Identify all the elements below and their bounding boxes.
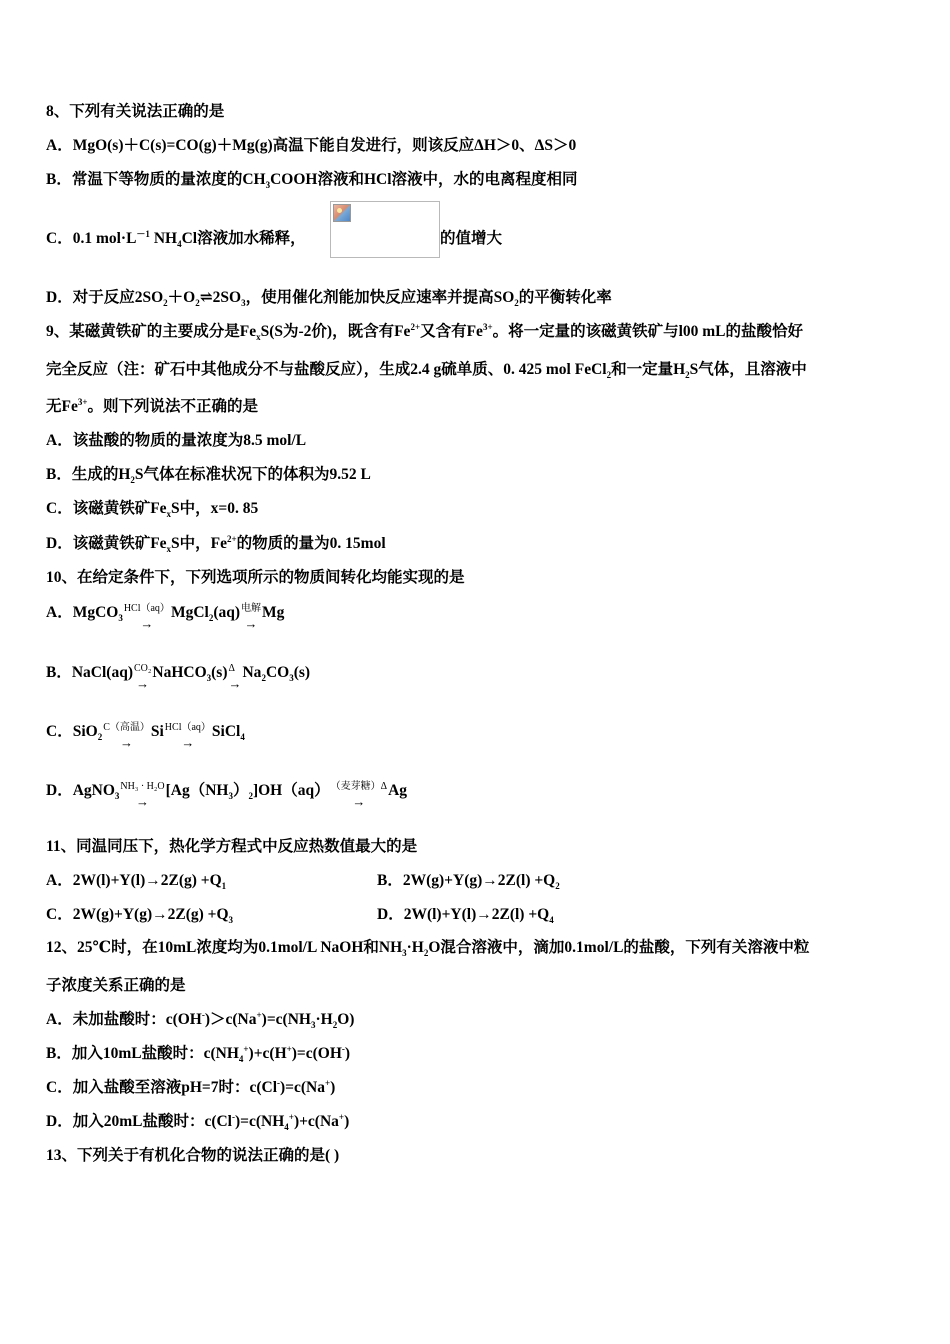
q9-stem-line1: 9、某磁黄铁矿的主要成分是$Fe_xS(S$为-2价)，既含有$Fe^{2+}$又含有$Fe^{3+}$。将一定量的该磁黄铁矿与l00 mL的盐酸恰好 (46, 321, 804, 343)
reaction-arrow: （麦芽糖）Δ → (330, 781, 388, 809)
q11-option-d: D．$2W(l)+Y(l)\to 2Z(l) +Q_4$ (377, 906, 554, 926)
q9-option-c: C．该磁黄铁矿$Fe_xS$中，x=0. 85 (46, 500, 259, 520)
q10-option-a: A．MgCO$_3$ HCl（aq） → MgCl$_2$(aq) 电解 → Mg (46, 603, 285, 631)
q11-option-c: C．$2W(g)+Y(g)\to 2Z(g) +Q_3$ (46, 906, 234, 926)
q11-option-a: A．$2W(l)+Y(l)\to 2Z(g) +Q_1$ (46, 872, 227, 892)
q12-option-c: C．加入盐酸至溶液pH=7时：c(Cl-)=c(Na+) (46, 1077, 336, 1096)
reaction-arrow: HCl（aq） → (123, 603, 170, 631)
q10-option-b: B．NaCl(aq) CO₂ → NaHCO$_3$(s) Δ → $Na_2CO_3(s)$ (46, 663, 311, 691)
q9-stem-line2: 完全反应（注：矿石中其他成分不与盐酸反应），生成2.4 g硫单质、0. 425 mol FeCl$_2$和一定量$H_2S$气体，且溶液中 (46, 361, 807, 381)
q8-option-c-tail: 的值增大 (440, 230, 503, 247)
reaction-arrow: NH₃ · H₂O → (120, 781, 165, 809)
q12-option-d: D．加入20mL盐酸时：$c(Cl^-)=c(NH_4^+)+c(Na^+)$ (46, 1111, 350, 1133)
q10-stem: 10、在给定条件下，下列选项所示的物质间转化均能实现的是 (46, 569, 465, 586)
q13-stem: 13、下列关于有机化合物的说法正确的是( ) (46, 1147, 340, 1164)
q8-stem: 8、下列有关说法正确的是 (46, 103, 225, 120)
reaction-arrow: CO₂ → (133, 663, 152, 691)
q11-stem: 11、同温同压下，热化学方程式中反应热数值最大的是 (46, 838, 418, 855)
reaction-arrow: Δ → (228, 663, 242, 691)
q10-option-c: C．SiO$_2$ C（高温） → Si HCl（aq） → SiCl$_4$ (46, 722, 245, 750)
q12-stem-line2: 子浓度关系正确的是 (46, 977, 186, 994)
q12-option-a: A．未加盐酸时：$c(OH^-)>c(Na^+)=c(NH_3\cdot H_2O)$ (46, 1009, 355, 1031)
q8-option-b: B．常温下等物质的量浓度的$CH_3COOH$溶液和HCl溶液中，水的电离程度相同 (46, 171, 578, 191)
q9-option-a: A．该盐酸的物质的量浓度为8.5 mol/L (46, 432, 307, 449)
q8-option-d: D．对于反应$2SO_2+O_2\rightleftharpoons 2SO_3$，使用催化剂能加快反应速率并提高$SO_2$的平衡转化率 (46, 289, 612, 309)
q11-option-b: B．$2W(g)+Y(g)\to 2Z(l) +Q_2$ (377, 872, 560, 892)
reaction-arrow: 电解 → (241, 603, 262, 631)
q8-option-c: C．0.1 $mol\cdot L^{-1}$ $NH_4Cl$溶液加水稀释， (46, 228, 306, 250)
reaction-arrow: C（高温） → (103, 722, 150, 750)
q10-option-d: D．AgNO$_3$ NH₃ · H₂O → $[Ag(NH_3)_2]OH(aq)$ （麦芽糖）Δ → Ag (46, 781, 408, 809)
q9-stem-line3: 无$Fe^{3+}$。则下列说法不正确的是 (46, 396, 259, 415)
image-icon (333, 204, 351, 222)
q12-stem-line1: 12、25℃时，在10mL浓度均为0.1mol/L NaOH和$NH_3\cdot H_2O$混合溶液中，滴加0.1mol/L的盐酸，下列有关溶液中粒 (46, 939, 810, 959)
reaction-arrow: HCl（aq） → (164, 722, 211, 750)
q12-option-b: B．加入10mL盐酸时：$c(NH_4^+)+c(H^+)=c(OH^-)$ (46, 1043, 351, 1065)
q8-option-a: A．MgO(s)＋C(s)=CO(g)＋Mg(g)高温下能自发进行，则该反应ΔH＞0、ΔS＞0 (46, 137, 577, 154)
broken-image-placeholder (330, 201, 440, 258)
q9-option-d: D．该磁黄铁矿$Fe_xS$中，$Fe^{2+}$的物质的量为0. 15mol (46, 533, 386, 555)
q9-option-b: B．生成的$H_2S$气体在标准状况下的体积为9.52 L (46, 466, 371, 486)
